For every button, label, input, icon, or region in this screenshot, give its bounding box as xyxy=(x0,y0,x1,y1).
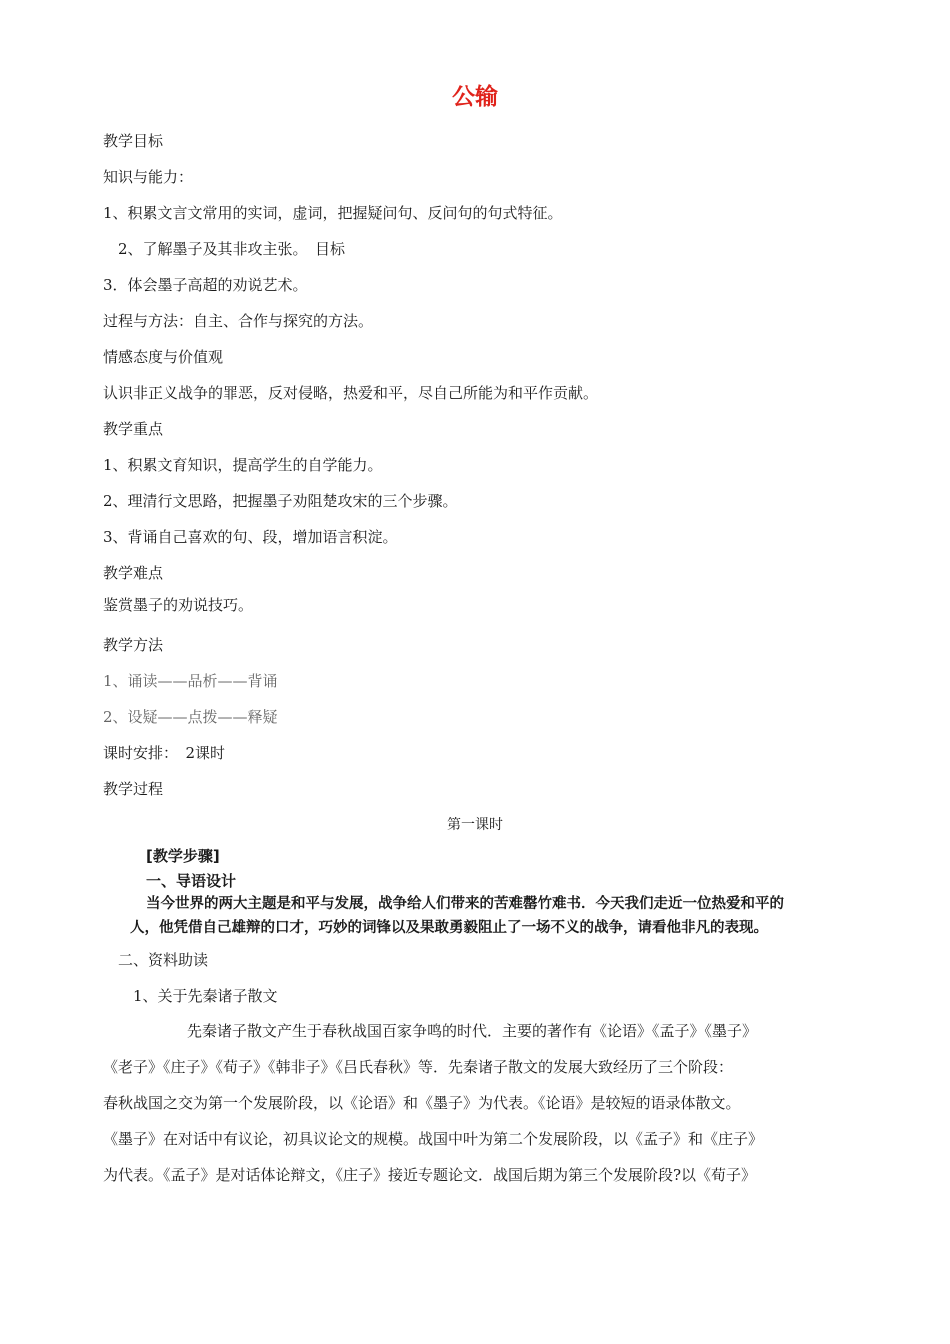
method-item-2: 2、设疑——点拨——释疑 xyxy=(103,708,278,726)
paragraph-line: 《墨子》在对话中有议论，初具议论文的规模。战国中叶为第二个发展阶段，以《孟子》和《庄子》 xyxy=(103,1130,764,1148)
objective-item-1: 1、积累文言文常用的实词，虚词，把握疑问句、反问句的句式特征。 xyxy=(103,204,563,222)
key-point-item-2: 2、理清行文思路，把握墨子劝阻楚攻宋的三个步骤。 xyxy=(103,492,458,510)
materials-paragraph xyxy=(103,1013,838,1193)
schedule-line: 课时安排： 2课时 xyxy=(103,744,226,762)
paragraph-line: 为代表。《孟子》是对话体论辩文，《庄子》接近专题论文．战国后期为第三个发展阶段?以《荀子》 xyxy=(103,1166,757,1184)
emotion-text: 认识非正义战争的罪恶，反对侵略，热爱和平，尽自己所能为和平作贡献。 xyxy=(103,384,599,402)
key-point-item-1: 1、积累文育知识，提高学生的自学能力。 xyxy=(103,456,383,474)
intro-heading: 一、导语设计 xyxy=(146,872,237,890)
intro-line-1: 当今世界的两大主题是和平与发展，战争给人们带来的苦难罄竹难书．今天我们走近一位热爱和平的 xyxy=(146,896,784,912)
paragraph-line: 先秦诸子散文产生于春秋战国百家争鸣的时代．主要的著作有《论语》《孟子》《墨子》 xyxy=(187,1022,758,1040)
key-points-heading: 教学重点 xyxy=(103,420,164,438)
lesson-title: 第一课时 xyxy=(447,817,503,833)
difficulty-heading: 教学难点 xyxy=(103,564,164,582)
steps-label: [教学步骤] xyxy=(146,847,220,865)
paragraph-line: 《老子》《庄子》《荀子》《韩非子》《吕氏春秋》等．先秦诸子散文的发展大致经历了三个阶段： xyxy=(103,1058,734,1076)
difficulty-text: 鉴赏墨子的劝说技巧。 xyxy=(103,596,254,614)
emotion-heading: 情感态度与价值观 xyxy=(103,348,224,366)
objective-item-2: 2、了解墨子及其非攻主张。 目标 xyxy=(118,240,346,258)
knowledge-heading: 知识与能力： xyxy=(103,168,194,186)
method-item-1: 1、诵读——品析——背诵 xyxy=(103,672,278,690)
paragraph-line: 春秋战国之交为第一个发展阶段，以《论语》和《墨子》为代表。《论语》是较短的语录体散文。 xyxy=(103,1094,741,1112)
method-heading: 教学方法 xyxy=(103,636,164,654)
process-heading: 教学过程 xyxy=(103,780,164,798)
process-method-line: 过程与方法：自主、合作与探究的方法。 xyxy=(103,312,374,330)
document-title: 公输 xyxy=(452,84,498,110)
key-point-item-3: 3、背诵自己喜欢的句、段，增加语言积淀。 xyxy=(103,528,398,546)
materials-heading: 二、资料助读 xyxy=(118,951,209,969)
materials-subheading: 1、关于先秦诸子散文 xyxy=(133,987,278,1005)
intro-line-2: 人，他凭借自己雄辩的口才，巧妙的词锋以及果敢勇毅阻止了一场不义的战争，请看他非凡的表现。 xyxy=(130,920,768,936)
objective-item-3: 3．体会墨子高超的劝说艺术。 xyxy=(103,276,308,294)
objectives-heading: 教学目标 xyxy=(103,132,164,150)
